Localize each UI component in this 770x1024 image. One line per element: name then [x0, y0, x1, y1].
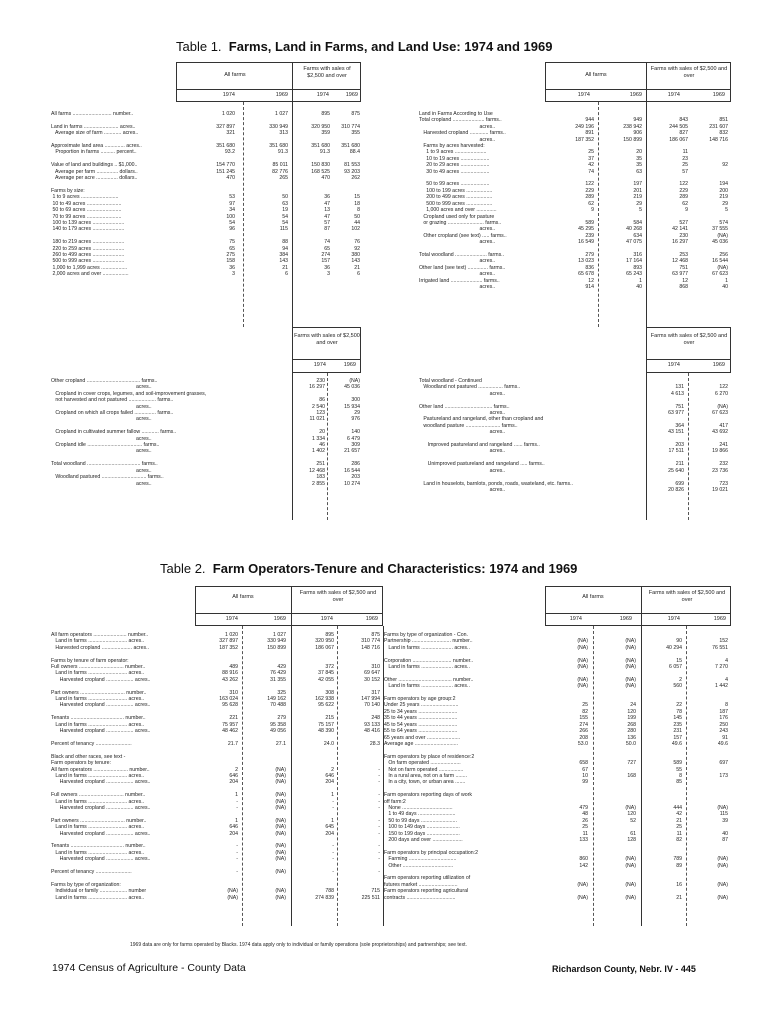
col-sales-farms: Farms with sales of $2,500 and over: [648, 590, 726, 603]
table2-right-labels: Farms by type of organization - Con. Partnership ........................... number.. Land in farms ...................... acres.. Corporation ........................... number.. Land in farms ...................... acres.. Other ..................................... number.. Land in farms ...................... acres.. Farm operators by age group:2 Under 25 years .......................... 25 to 34 years ........................... 35 to 44 years ........................... 45 to 54 years ........................... 55 to 64 years ........................... 65 years and over ....................... Average age .............................. Farm operators by place of residence:2 On farm operated ..................... Not on farm operated ................. In a rural area, not on a farm ........ In a city, town, or urban area ....... Farm operators reporting days of work off farm:2 None ................................... 1 to 49 days .......................... 50 to 99 days ......................... 100 to 149 days ....................... 150 to 199 days ....................... 200 days and over ..................... Farm operators by principal occupation:2 Farming ................................. Other ................................... Farm operators reporting utilization of futures market ........................... Farm operators reporting agricultural contracts ..................................: [384, 632, 478, 901]
year-1969: 1969: [343, 362, 356, 368]
table1-prefix: Table 1.: [176, 39, 222, 54]
divider: [292, 102, 293, 327]
year-1969: 1969: [365, 616, 378, 622]
col-sales-farms: Farms with sales of $2,500 and over: [294, 333, 360, 346]
divider: [291, 626, 292, 926]
divider: [646, 102, 647, 327]
table2-footnote: 1969 data are only for farms operated by Blacks. 1974 data apply only to individual or family operations (sole proprietorships) and partnerships; see text.: [130, 942, 467, 948]
divider: [646, 359, 731, 360]
year-1974: 1974: [222, 92, 235, 98]
year-1974: 1974: [569, 616, 582, 622]
divider: [195, 613, 383, 614]
table1-left-labels: All farms ........................... number.. Land in farms ........................ acres.. Average size of farm ............ acres.. Approximate land area .............. acres.. Proportion in farms .......... percent.. Value of land and buildings .. $1,000.. Average per farm ............... dollars.. Average per acre ............... dollars.. Farms by size: 1 to 9 acres .......................... 10 to 49 acres ........................ 50 to 69 acres ........................ 70 to 99 acres ........................ 100 to 139 acres ...................... 140 to 179 acres ...................... 180 to 219 acres ...................... 220 to 259 acres ...................... 260 to 499 acres ...................... 500 to 999 acres ...................... 1,000 to 1,999 acres .................. 2,000 acres and over ..................: [51, 111, 142, 278]
table1-right-col1: 944 249 196 891 187 352 25 37 42 74 122 229 289 62 9 589 45 295 239 16 549 279 13 023 836 65 678 12 914: [575, 117, 594, 290]
divider: [242, 626, 243, 926]
table2-heading: Farm Operators-Tenure and Characteristics: 1974 and 1969: [212, 561, 578, 576]
table2-right-col4: 152 76 551 4 7 270 4 1 442 8 187 176 250 243 91 49.6 697 173 (NA) 115 39 40 87 (NA) (NA) (NA) (NA): [712, 638, 728, 901]
divider: [545, 89, 731, 90]
table1-title: [176, 39, 552, 54]
table1-right-col4: 851 231 607 832 148 716 92 194 200 219 29 5 574 37 555 (NA) 45 036 256 16 544 (NA) 67 623 1 40: [709, 117, 728, 290]
table2-left-col4: 875 310 774 148 716 310 69 647 30 152 317 147 994 70 140 248 93 133 48 416 28.3 - - - - - - - - - - - - - 715 225 511: [361, 632, 380, 901]
table2-right-col2: (NA) (NA) (NA) (NA) (NA) (NA) 24 120 199 268 280 136 50.0 727 168 (NA) 120 52 61 128 (NA) (NA) (NA) (NA): [625, 638, 636, 901]
table1-lower-left-labels: Other cropland ..................................... farms.. acres.. Cropland in cover crops, legumes, and soil-improvement grasses, not harvested and not pastured ................... farms.. acres.. Cropland on which all crops failed ............... farms.. acres.. Cropland in cultivated summer fallow ............ farms.. acres.. Cropland idle ...................................... farms.. acres.. Total woodland ..................................... farms.. acres.. Woodland pastured ............................... farms.. acres..: [51, 378, 207, 487]
divider: [593, 626, 594, 926]
table2-prefix: Table 2.: [160, 561, 206, 576]
divider: [545, 613, 731, 614]
divider: [686, 626, 687, 926]
footer-county-page: Richardson County, Nebr. IV - 445: [552, 964, 696, 974]
year-1969: 1969: [712, 92, 725, 98]
divider: [646, 62, 647, 102]
col-sales-farms: Farms with sales of $2,500 and over: [303, 66, 351, 79]
year-1969: 1969: [345, 92, 358, 98]
table1-right-labels: Land in Farms According to Use Total cropland ...................... farms.. acres.. Harvested cropland ............. farms.. acres.. Farms by acres harvested: 1 to 9 acres ...................... 10 to 19 acres .................... 20 to 29 acres .................... 30 to 49 acres .................... 50 to 99 acres .................... 100 to 199 acres .................. 200 to 499 acres .................. 500 to 999 acres .................. 1,000 acres and over .............. Cropland used only for pasture or grazing ......................... farms.. acres.. Other cropland (see text) ..... farms.. acres.. Total woodland ...................... farms.. acres.. Other land (see text) .............. farms.. acres.. Irrigated land ...................... farms.. acres..: [419, 111, 507, 290]
table2-left-labels: All farm operators ....................... number.. Land in farms ........................... acres.. Harvested cropland ..................... acres.. Farms by tenure of farm operator: Full owners ............................... number.. Land in farms ........................... acres.. Harvested cropland ................... acres.. Part owners ............................... number.. Land in farms ........................... acres.. Harvested cropland ................... acres.. Tenants ..................................... number.. Land in farms ........................... acres.. Harvested cropland ................... acres.. Percent of tenancy ......................... Black and other races, see text - Farm operators by tenure: All farm operators ........................ number.. Land in farms ........................... acres.. Harvested cropland ................... acres.. Full owners ............................... number.. Land in farms ........................... acres.. Harvested cropland ................... acres.. Part owners ............................... number.. Land in farms ........................... acres.. Harvested cropland ................... acres.. Tenants ..................................... number.. Land in farms ........................... acres.. Harvested cropland ................... acres.. Percent of tenancy ......................... Farms by type of organization: Individual or family ................... number Land in farms ........................... acres..: [51, 632, 151, 901]
divider: [176, 89, 361, 90]
year-1974: 1974: [316, 92, 329, 98]
table1-left-col1: 1 020 327 897 321 351 680 93.2 154 770 151 245 470 53 97 34 100 54 96 75 65 275 158 36 3: [216, 111, 235, 278]
table2-left-col3: 895 320 950 186 067 372 37 845 42 055 308 162 938 95 622 215 75 157 48 390 24.0 2 646 204 1 - - 1 645 204 - - - - 788 274 839: [315, 632, 334, 901]
year-1974: 1974: [225, 616, 238, 622]
divider: [598, 102, 599, 327]
col-all-farms: All farms: [224, 72, 246, 78]
table2-title: [160, 561, 577, 576]
year-1969: 1969: [713, 616, 726, 622]
divider: [243, 102, 244, 327]
year-1969: 1969: [273, 616, 286, 622]
divider: [292, 62, 293, 102]
year-1969: 1969: [712, 362, 725, 368]
year-1969: 1969: [275, 92, 288, 98]
year-1969: 1969: [629, 92, 642, 98]
year-1974: 1974: [667, 616, 680, 622]
table1-lower-left-col2: (NA) 45 036 300 15 934 29 976 140 6 479 309 21 657 286 16 544 203 10 274: [344, 378, 360, 487]
table2-right-col3: 90 40 294 15 6 057 2 560 22 78 145 235 231 157 49.6 589 55 8 85 444 42 21 25 11 82 789 89 16 21: [666, 638, 682, 901]
footer-publication: 1974 Census of Agriculture - County Data: [52, 962, 246, 974]
year-1974: 1974: [667, 92, 680, 98]
year-1974: 1974: [320, 616, 333, 622]
table1-lower-right-col2: 122 6 270 (NA) 67 623 417 43 692 241 19 866 232 23 736 723 19 021: [712, 384, 728, 493]
divider: [337, 626, 338, 926]
table1-lower-left-col1: 230 16 297 86 2 540 123 11 021 20 1 334 46 1 402 251 12 468 183 2 855: [309, 378, 325, 487]
year-1974: 1974: [577, 92, 590, 98]
table2-left-col1: 1 020 327 897 187 352 489 88 916 43 262 310 163 024 95 628 221 75 957 48 462 21.7 2 646 204 1 - - 1 646 204 - - - - (NA) (NA): [219, 632, 238, 901]
divider: [292, 359, 361, 360]
col-sales-farms: Farms with sales of $2,500 and over: [650, 66, 728, 79]
table1-lower-right-col1: 131 4 613 751 63 977 364 43 151 203 17 511 211 25 640 699 20 826: [668, 384, 684, 493]
col-sales-farms: Farms with sales of $2,500 and over: [650, 333, 728, 346]
col-all-farms: All farms: [582, 594, 604, 600]
divider: [641, 586, 642, 626]
table1-right-col2: 949 238 942 906 150 899 20 35 35 63 197 201 219 29 5 584 40 268 634 47 075 316 17 164 893 65 243 1 40: [623, 117, 642, 290]
year-1974: 1974: [313, 362, 326, 368]
divider: [291, 586, 292, 626]
table1-right-col3: 843 244 505 827 186 067 11 23 25 57 122 229 289 62 9 527 42 141 230 16 297 253 12 468 751 63 977 12 868: [669, 117, 688, 290]
divider: [688, 373, 689, 520]
table1-left-col4: 875 310 774 355 351 680 88.4 81 553 93 203 262 15 18 8 50 44 102 76 92 380 143 21 6: [341, 111, 360, 278]
table1-left-col3: 895 320 950 359 351 680 91.3 150 830 168 525 470 36 47 13 47 57 87 74 65 274 157 36 3: [311, 111, 330, 278]
table1-left-col2: 1 027 330 949 313 351 680 91.3 85 011 82 776 265 50 63 19 54 54 115 88 94 384 143 21 6: [269, 111, 288, 278]
year-1969: 1969: [619, 616, 632, 622]
table1-lower-right-labels: Total woodland - Continued Woodland not pastured ................. farms.. acres.. Other land ................................. farms.. acres.. Pastureland and rangeland, other than cropland and woodland pasture ........................ farms.. acres.. Improved pastureland and rangeland ...... farms.. acres.. Unimproved pastureland and rangeland ..... farms.. acres.. Land in houselots, barnlots, ponds, roads, wasteland, etc. farms.. acres..: [419, 378, 573, 493]
table1-heading: Farms, Land in Farms, and Land Use: 1974 and 1969: [228, 39, 553, 54]
year-1974: 1974: [667, 362, 680, 368]
col-all-farms: All farms: [585, 72, 607, 78]
divider: [641, 626, 642, 926]
col-sales-farms: Farms with sales of $2,500 and over: [299, 590, 377, 603]
col-all-farms: All farms: [232, 594, 254, 600]
table2-right-col1: (NA) (NA) (NA) (NA) (NA) (NA) 25 82 155 274 266 208 53.0 658 67 10 99 479 48 26 25 11 133 860 142 (NA) (NA): [577, 638, 588, 901]
table2-left-col2: 1 027 330 949 150 899 429 76 429 31 355 325 149 162 70 488 279 95 358 49 056 27.1 (NA) (NA) (NA) (NA) (NA) (NA) (NA) (NA) (NA) (NA) (NA) (NA) (NA) (NA) (NA): [267, 632, 286, 901]
